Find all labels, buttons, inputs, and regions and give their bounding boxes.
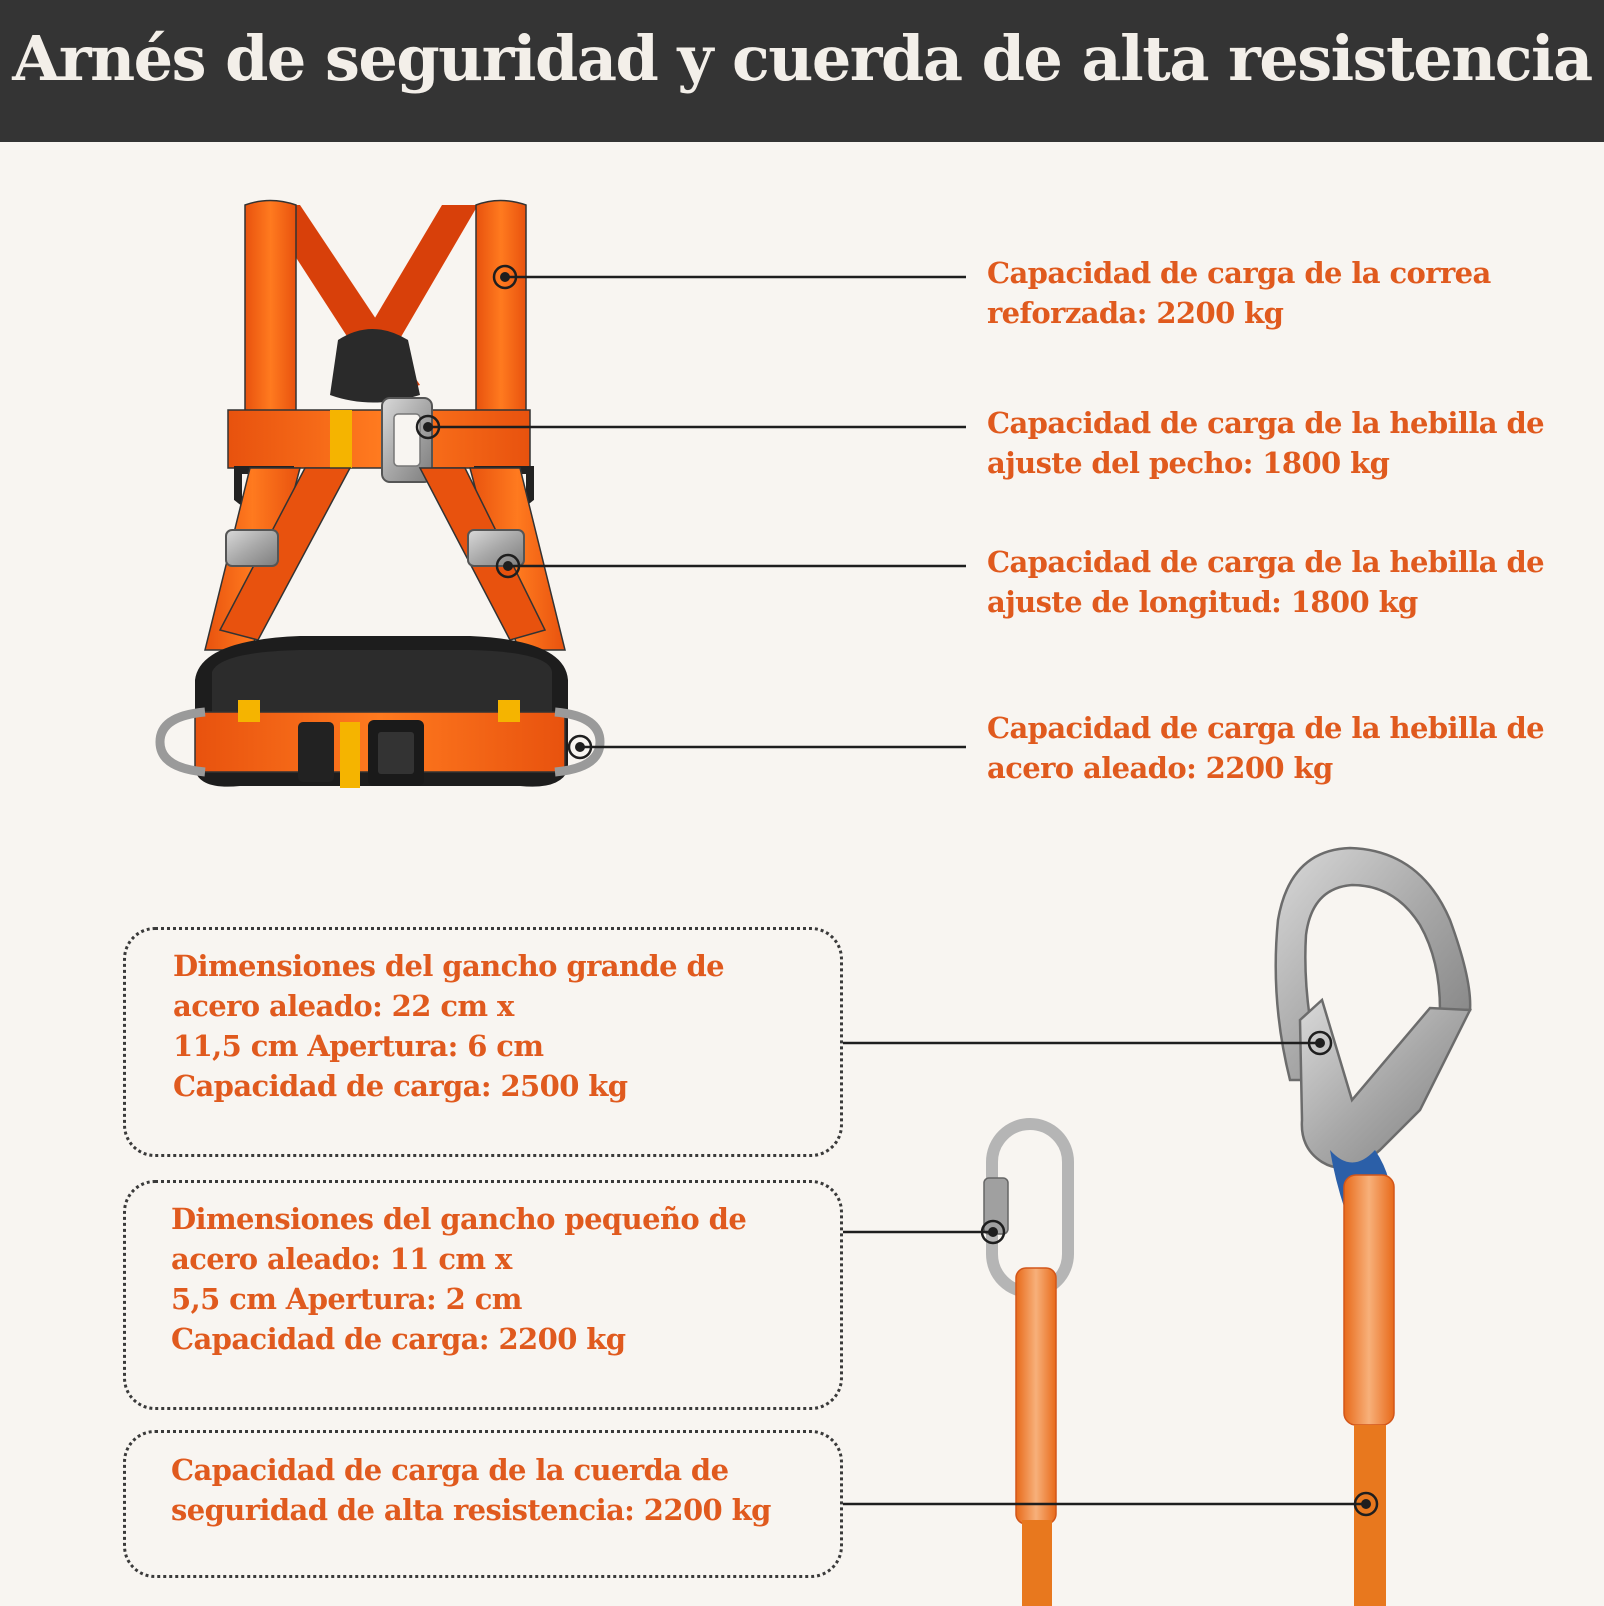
callout-line: acero aleado: 2200 kg (987, 751, 1333, 785)
lanyard-leader-lines (843, 1032, 1377, 1515)
box-large-hook-text (173, 946, 724, 1106)
box-safety-rope-text (171, 1450, 771, 1530)
callout-length-buckle (987, 542, 1544, 622)
box-line: seguridad de alta resistencia: 2200 kg (171, 1493, 771, 1527)
box-line: Capacidad de carga: 2200 kg (171, 1322, 626, 1356)
box-line: acero aleado: 22 cm x (173, 989, 514, 1023)
lanyard-image (984, 848, 1470, 1606)
box-line: acero aleado: 11 cm x (171, 1242, 512, 1276)
box-line: Dimensiones del gancho pequeño de (171, 1202, 747, 1236)
callout-chest-buckle (987, 403, 1544, 483)
page-title: Arnés de seguridad y cuerda de alta resistencia (12, 22, 1592, 95)
box-line: Capacidad de carga: 2500 kg (173, 1069, 628, 1103)
box-line: Dimensiones del gancho grande de (173, 949, 724, 983)
callout-reinforced-strap (987, 253, 1491, 333)
callout-line: Capacidad de carga de la correa (987, 256, 1491, 290)
box-small-hook-text (171, 1199, 746, 1359)
callout-line: Capacidad de carga de la hebilla de (987, 406, 1544, 440)
callout-line: Capacidad de carga de la hebilla de (987, 545, 1544, 579)
callout-line: reforzada: 2200 kg (987, 296, 1284, 330)
harness-image (160, 201, 600, 789)
callout-line: ajuste de longitud: 1800 kg (987, 585, 1418, 619)
box-line: 5,5 cm Apertura: 2 cm (171, 1282, 522, 1316)
box-line: Capacidad de carga de la cuerda de (171, 1453, 729, 1487)
callout-alloy-steel-buckle (987, 708, 1544, 788)
callout-line: ajuste del pecho: 1800 kg (987, 446, 1390, 480)
box-line: 11,5 cm Apertura: 6 cm (173, 1029, 544, 1063)
callout-line: Capacidad de carga de la hebilla de (987, 711, 1544, 745)
